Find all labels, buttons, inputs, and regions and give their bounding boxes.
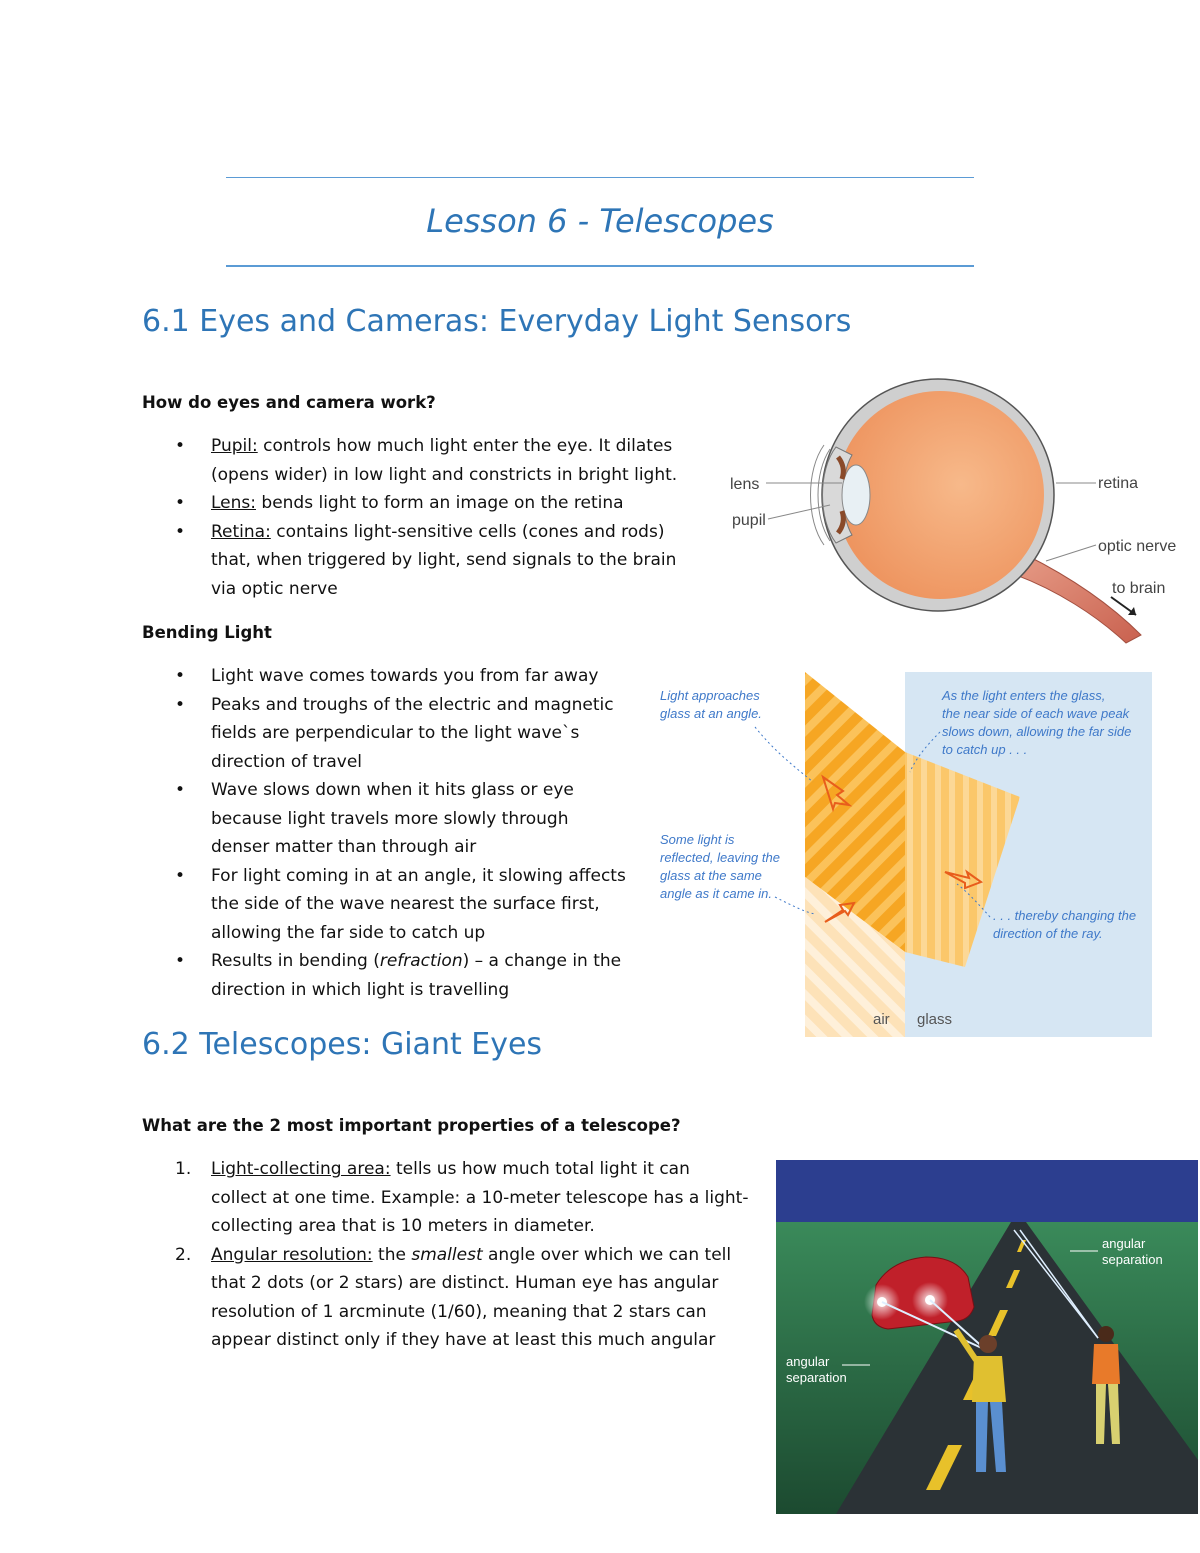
list-item: • Light wave comes towards you from far away xyxy=(175,666,599,686)
reflect-line-2: reflected, leaving the xyxy=(660,850,780,865)
optic-nerve-label: optic nerve xyxy=(1098,538,1177,555)
bending-light-list xyxy=(142,662,652,1004)
change-line-1: . . . thereby changing the xyxy=(993,908,1137,923)
to-brain-label: to brain xyxy=(1112,580,1166,597)
air-label: air xyxy=(873,1011,890,1028)
question-telescope: What are the 2 most important properties of a telescope? xyxy=(142,1116,681,1135)
list-item: • Results in bending (refraction) – a change in the direction in which light is travelling xyxy=(175,951,622,1000)
list-item: • Pupil: controls how much light enter the eye. It dilates (opens wider) in low light and constricts in bright light. xyxy=(175,436,678,485)
angular-separation-top-2: separation xyxy=(1102,1252,1163,1267)
telescope-properties-list xyxy=(142,1155,772,1355)
angular-separation-top-1: angular xyxy=(1102,1236,1146,1251)
enter-line-2: the near side of each wave peak xyxy=(942,706,1130,721)
list-item: 2. Angular resolution: the smallest angle over which we can tell that 2 dots (or 2 stars) are distinct. Human eye has angular resolution of 1 arcminute (1/60), meaning that 2 stars can appear distinct only if they have at least this much angular xyxy=(175,1244,732,1350)
enter-line-4: to catch up . . . xyxy=(942,742,1028,757)
angular-separation-illustration xyxy=(776,1160,1198,1514)
eye-diagram xyxy=(726,375,1177,645)
eye-parts-list xyxy=(142,432,722,603)
section-heading-6-2: 6.2 Telescopes: Giant Eyes xyxy=(142,1027,543,1062)
reflect-line-4: angle as it came in. xyxy=(660,886,773,901)
lens-label: lens xyxy=(730,476,760,493)
section-heading-6-1: 6.1 Eyes and Cameras: Everyday Light Sensors xyxy=(142,304,852,339)
list-item: 1. Light-collecting area: tells us how much total light it can collect at one time. Example: a 10-meter telescope has a light- collecting area that is 10 meters in diameter. xyxy=(175,1159,749,1236)
enter-line-3: slows down, allowing the far side xyxy=(942,724,1132,739)
approach-line-1: Light approaches xyxy=(660,688,760,703)
question-eyes: How do eyes and camera work? xyxy=(142,393,436,412)
page-title: Lesson 6 - Telescopes xyxy=(426,202,774,240)
refraction-diagram xyxy=(655,672,1152,1037)
approach-line-2: glass at an angle. xyxy=(660,706,762,721)
angular-separation-bottom-1: angular xyxy=(786,1354,830,1369)
glass-label: glass xyxy=(917,1011,953,1028)
pupil-label: pupil xyxy=(732,512,766,529)
change-line-2: direction of the ray. xyxy=(993,926,1103,941)
list-item: • Retina: contains light-sensitive cells (cones and rods) that, when triggered by light, send signals to the brain via optic nerve xyxy=(175,521,677,599)
list-item: • Wave slows down when it hits glass or eye because light travels more slowly through denser matter than through air xyxy=(175,780,574,857)
reflect-line-1: Some light is xyxy=(660,832,735,847)
heading-bending-light: Bending Light xyxy=(142,623,272,642)
list-item: • Lens: bends light to form an image on the retina xyxy=(175,493,624,513)
list-item: • Peaks and troughs of the electric and magnetic fields are perpendicular to the light wave`s direction of travel xyxy=(175,694,614,772)
retina-label: retina xyxy=(1098,475,1139,492)
enter-line-1: As the light enters the glass, xyxy=(942,688,1106,703)
angular-separation-bottom-2: separation xyxy=(786,1370,847,1385)
title-bottom-rule xyxy=(226,265,974,267)
reflect-line-3: glass at the same xyxy=(660,868,762,883)
title-top-rule xyxy=(226,177,974,178)
list-item: • For light coming in at an angle, it slowing affects the side of the wave nearest the surface first, allowing the far side to catch up xyxy=(175,865,626,943)
